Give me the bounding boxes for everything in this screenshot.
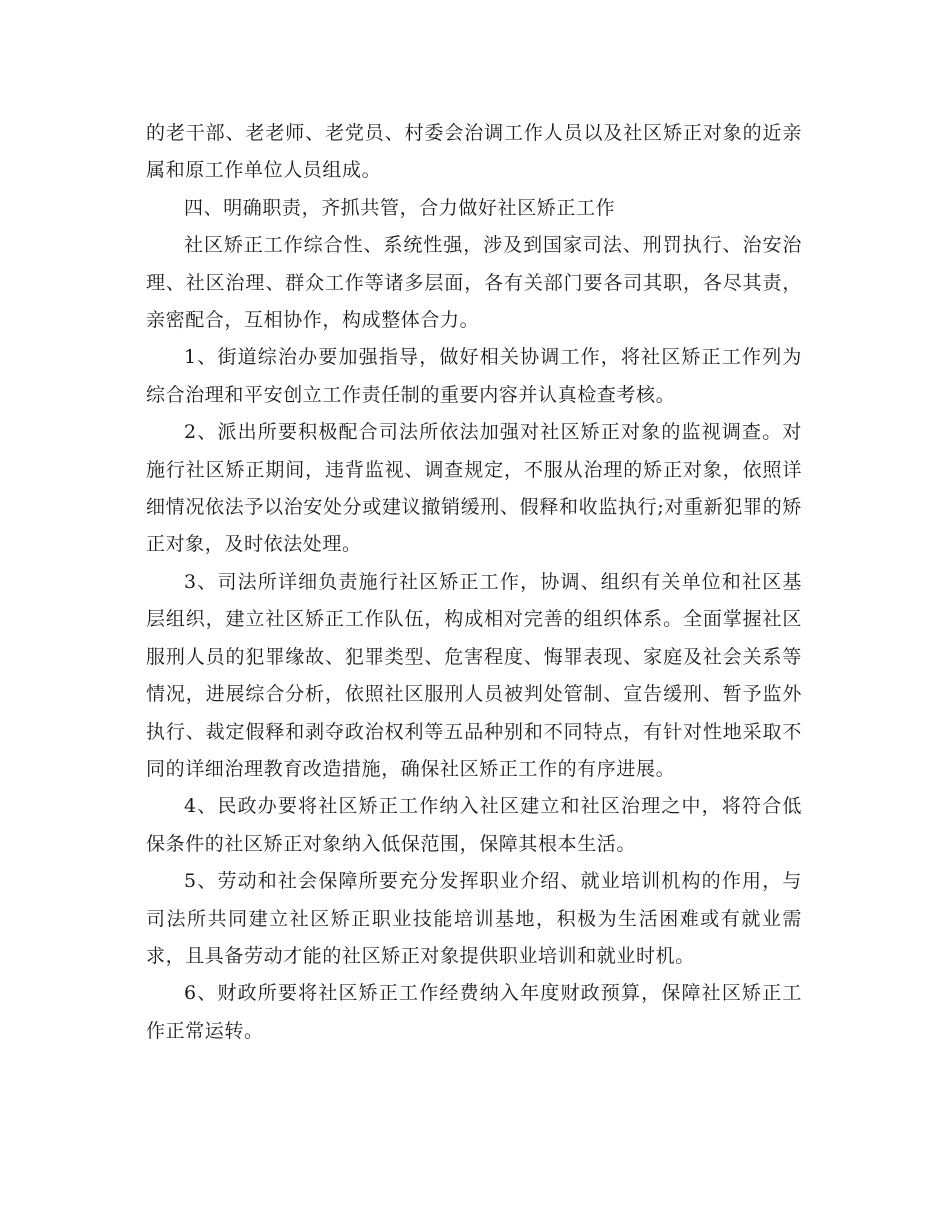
list-item-1: 1、街道综治办要加强指导，做好相关协调工作，将社区矫正工作列为综合治理和平安创立工作责任制的重要内容并认真检查考核。 bbox=[146, 346, 802, 406]
list-item-5: 5、劳动和社会保障所要充分发挥职业介绍、就业培训机构的作用，与司法所共同建立社区矫正职业技能培训基地，积极为生活困难或有就业需求，且具备劳动才能的社区矫正对象提供职业培训和就业时机。 bbox=[146, 870, 802, 967]
list-item-6: 6、财政所要将社区矫正工作经费纳入年度财政预算，保障社区矫正工作正常运转。 bbox=[146, 982, 802, 1042]
section-heading: 四、明确职责，齐抓共管，合力做好社区矫正工作 bbox=[184, 196, 616, 219]
list-item-2: 2、派出所要积极配合司法所依法加强对社区矫正对象的监视调查。对施行社区矫正期间，违背监视、调查规定，不服从治理的矫正对象，依照详细情况依法予以治安处分或建议撤销缓刑、假释和收监执行;对重新犯罪的矫正对象，及时依法处理。 bbox=[146, 421, 802, 556]
document-body bbox=[146, 115, 802, 1050]
list-item-3: 3、司法所详细负责施行社区矫正工作，协调、组织有关单位和社区基层组织，建立社区矫正工作队伍，构成相对完善的组织体系。全面掌握社区服刑人员的犯罪缘故、犯罪类型、危害程度、悔罪表现、家庭及社会关系等情况，进展综合分析，依照社区服刑人员被判处管制、宣告缓刑、暂予监外执行、裁定假释和剥夺政治权利等五品种别和不同特点，有针对性地采取不同的详细治理教育改造措施，确保社区矫正工作的有序进展。 bbox=[146, 570, 802, 780]
list-item-4: 4、民政办要将社区矫正工作纳入社区建立和社区治理之中，将符合低保条件的社区矫正对象纳入低保范围，保障其根本生活。 bbox=[146, 795, 802, 855]
paragraph-continuation: 的老干部、老老师、老党员、村委会治调工作人员以及社区矫正对象的近亲属和原工作单位人员组成。 bbox=[146, 122, 802, 182]
paragraph-intro: 社区矫正工作综合性、系统性强，涉及到国家司法、刑罚执行、治安治理、社区治理、群众工作等诸多层面，各有关部门要各司其职，各尽其责，亲密配合，互相协作，构成整体合力。 bbox=[146, 234, 802, 332]
